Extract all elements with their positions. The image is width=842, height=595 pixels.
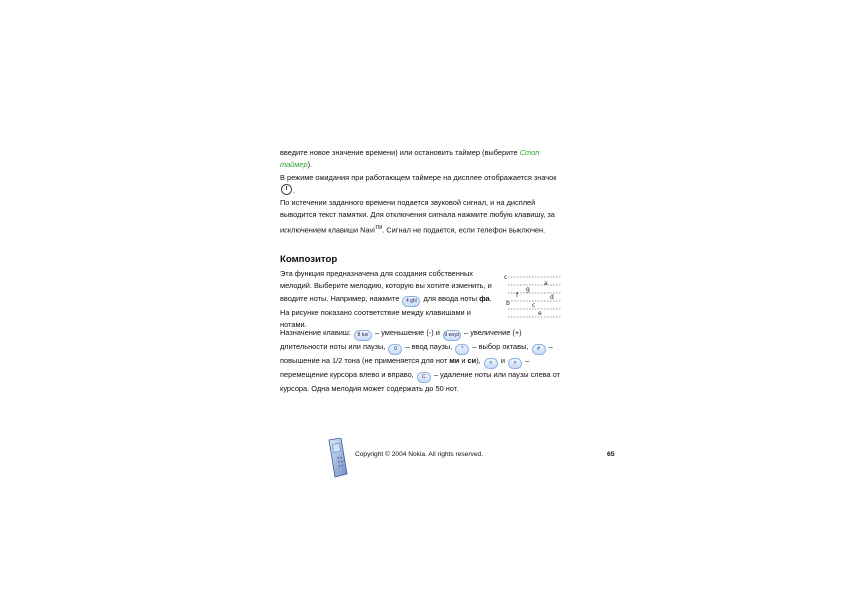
composer-intro-paragraph: Эта функция предназначена для создания собственных мелодий. Выберите мелодию, которую вы хотите изменить, и вводите ноты. Например, нажмите 4 ghi для ввода ноты фа. На рисунке показано соответствие между клавишами и нотами. (280, 269, 492, 330)
scroll-left-key-icon: < (484, 358, 498, 369)
note-c: c (504, 274, 508, 281)
key-0-icon: 0 (388, 344, 402, 355)
note-b: b (506, 300, 510, 307)
timer-clock-icon (281, 184, 292, 195)
note-e: e (538, 310, 542, 317)
note-f: f (516, 292, 519, 299)
note-a: a (544, 280, 548, 287)
key-star-icon: * (455, 344, 469, 355)
key-4-icon: 4 ghi (402, 296, 420, 307)
alarm-paragraph: По истечении заданного времени подается звуковой сигнал, и на дисплей выводится текст памятки. Для отключения сигнала нажмите любую клавишу, за исключением клавиши Navi™. Сигнал не подается, если телефон выключен. (280, 198, 555, 235)
standby-icon-paragraph: В режиме ожидания при работающем таймере на дисплее отображается значок . (280, 173, 557, 196)
key-assignment-paragraph: Назначение клавиш: 8 tuv – уменьшение (-) и 9 wxyz – увеличение (+) длительности ноты или паузы, 0 – ввод паузы, * – выбор октавы, # – повышение на 1/2 тона (не применяется для нот ми и си), < и > – перемещение курсора влево и вправо, C – удаление ноты или паузы слева от курсора. Одна мелодия может содержать до 50 нот. (280, 328, 561, 393)
nokia-phone-icon (326, 438, 348, 478)
copyright-notice: Copyright © 2004 Nokia. All rights reserved. (355, 451, 484, 458)
note-c2: c (532, 302, 536, 309)
timer-stop-paragraph: введите новое значение времени) или остановить таймер (выберите Стоп таймер). (280, 148, 540, 170)
scroll-right-key-icon: > (508, 358, 522, 369)
clear-key-icon: C (417, 372, 431, 383)
key-note-diagram (502, 269, 564, 321)
key-hash-icon: # (532, 344, 546, 355)
paragraph-text: введите новое значение времени) или остановить таймер (выберите (280, 148, 520, 157)
page-number: 65 (607, 451, 615, 458)
stop-timer-option: Стоп таймер (280, 148, 540, 170)
key-9-icon: 9 wxyz (443, 330, 461, 341)
key-8-icon: 8 tuv (354, 330, 372, 341)
section-heading: Композитор (280, 254, 338, 265)
note-g: g (526, 286, 530, 293)
note-d: d (550, 294, 554, 301)
